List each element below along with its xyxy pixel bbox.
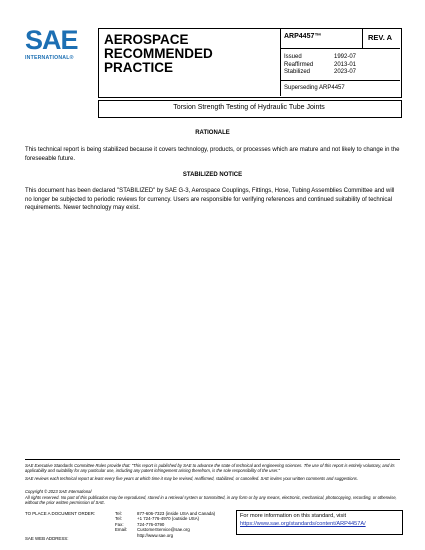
date-value: 2013-01 xyxy=(334,61,357,68)
info-text: For more information on this standard, visit xyxy=(240,513,347,519)
header-divider xyxy=(280,48,400,49)
contact-label: Tel: xyxy=(115,516,122,522)
document-type-title xyxy=(104,33,282,75)
order-label: TO PLACE A DOCUMENT ORDER: xyxy=(25,511,96,516)
legal-notice: SAE Executive Standards Committee Rules provide that: "This report is published by SAE to advance the state of technical and engineering sciences. The use of this report is entirely voluntary, and its applicability and suitability for any particular use, including any patent infringement arising therefrom, is the sole responsibility of the user." xyxy=(25,463,395,473)
header-divider xyxy=(280,80,400,81)
superseding-note: Superseding ARP4457 xyxy=(284,85,345,91)
stabilized-notice-heading: STABILIZED NOTICE xyxy=(182,172,243,178)
contact-label: Email: xyxy=(115,527,128,533)
date-label: Stabilized xyxy=(284,69,311,75)
web-address-label: SAE WEB ADDRESS: xyxy=(25,536,69,541)
date-label: Reaffirmed xyxy=(284,61,314,68)
standard-link[interactable]: https://www.sae.org/standards/content/ARP4457A/ xyxy=(240,521,366,527)
title-line-2: RECOMMENDED PRACTICE xyxy=(104,46,213,75)
document-subject: Torsion Strength Testing of Hydraulic Tube Joints xyxy=(173,104,325,111)
contact-value: 724-776-0790 xyxy=(137,521,165,527)
contact-value: +1 724-776-4970 (outside USA) xyxy=(137,516,200,522)
rationale-heading: RATIONALE xyxy=(195,130,230,136)
date-list xyxy=(284,54,356,77)
footer-rule xyxy=(25,459,400,460)
copyright: Copyright © 2023 SAE International xyxy=(25,489,92,494)
date-label: Issued xyxy=(284,54,302,60)
date-row xyxy=(284,62,356,70)
contact-label: Tel: xyxy=(115,511,122,516)
date-row xyxy=(284,54,356,62)
stabilized-notice-text: This document has been declared "STABILIZED" by SAE G-3, Aerospace Couplings, Fittings, Hose, Tubing Assemblies Committee and will no longer be subjected to periodic reviews for currency. Users are responsible for verifying references and continued suitability of technical requirements. Newer technology may exist. xyxy=(25,188,395,211)
contact-values xyxy=(137,511,252,538)
document-number: ARP4457™ xyxy=(284,33,322,40)
date-value: 1992-07 xyxy=(334,54,357,60)
title-line-1: AEROSPACE xyxy=(104,32,189,47)
rationale-text: This technical report is being stabilized because it covers technology, products, or processes which are mature and not likely to change in the foreseeable future. xyxy=(25,147,400,162)
contact-web-link[interactable]: http://www.sae.org xyxy=(137,532,174,538)
review-notice: SAE reviews each technical report at least every five years at which time it may be revised, reaffirmed, stabilized, or cancelled. SAE invites your written comments and suggestions. xyxy=(25,476,359,481)
date-row xyxy=(284,69,356,77)
revision-label: REV. A xyxy=(368,33,393,42)
date-value: 2023-07 xyxy=(334,69,357,75)
contact-value: 877-606-7323 (inside USA and Canada) xyxy=(137,511,216,516)
contact-label: Fax: xyxy=(115,521,124,527)
header-divider xyxy=(362,28,363,48)
logo-subtext: INTERNATIONAL® xyxy=(25,55,74,61)
sae-logo xyxy=(25,27,87,67)
rights-notice: All rights reserved. No part of this publication may be reproduced, stored in a retrieval system or transmitted, in any form or by any means, electronic, mechanical, photocopying, recording, or otherwise, without the prior written permission of SAE. xyxy=(25,495,397,505)
logo-mark: SAE xyxy=(25,25,78,55)
contact-email-link[interactable]: CustomerService@sae.org xyxy=(137,527,190,533)
